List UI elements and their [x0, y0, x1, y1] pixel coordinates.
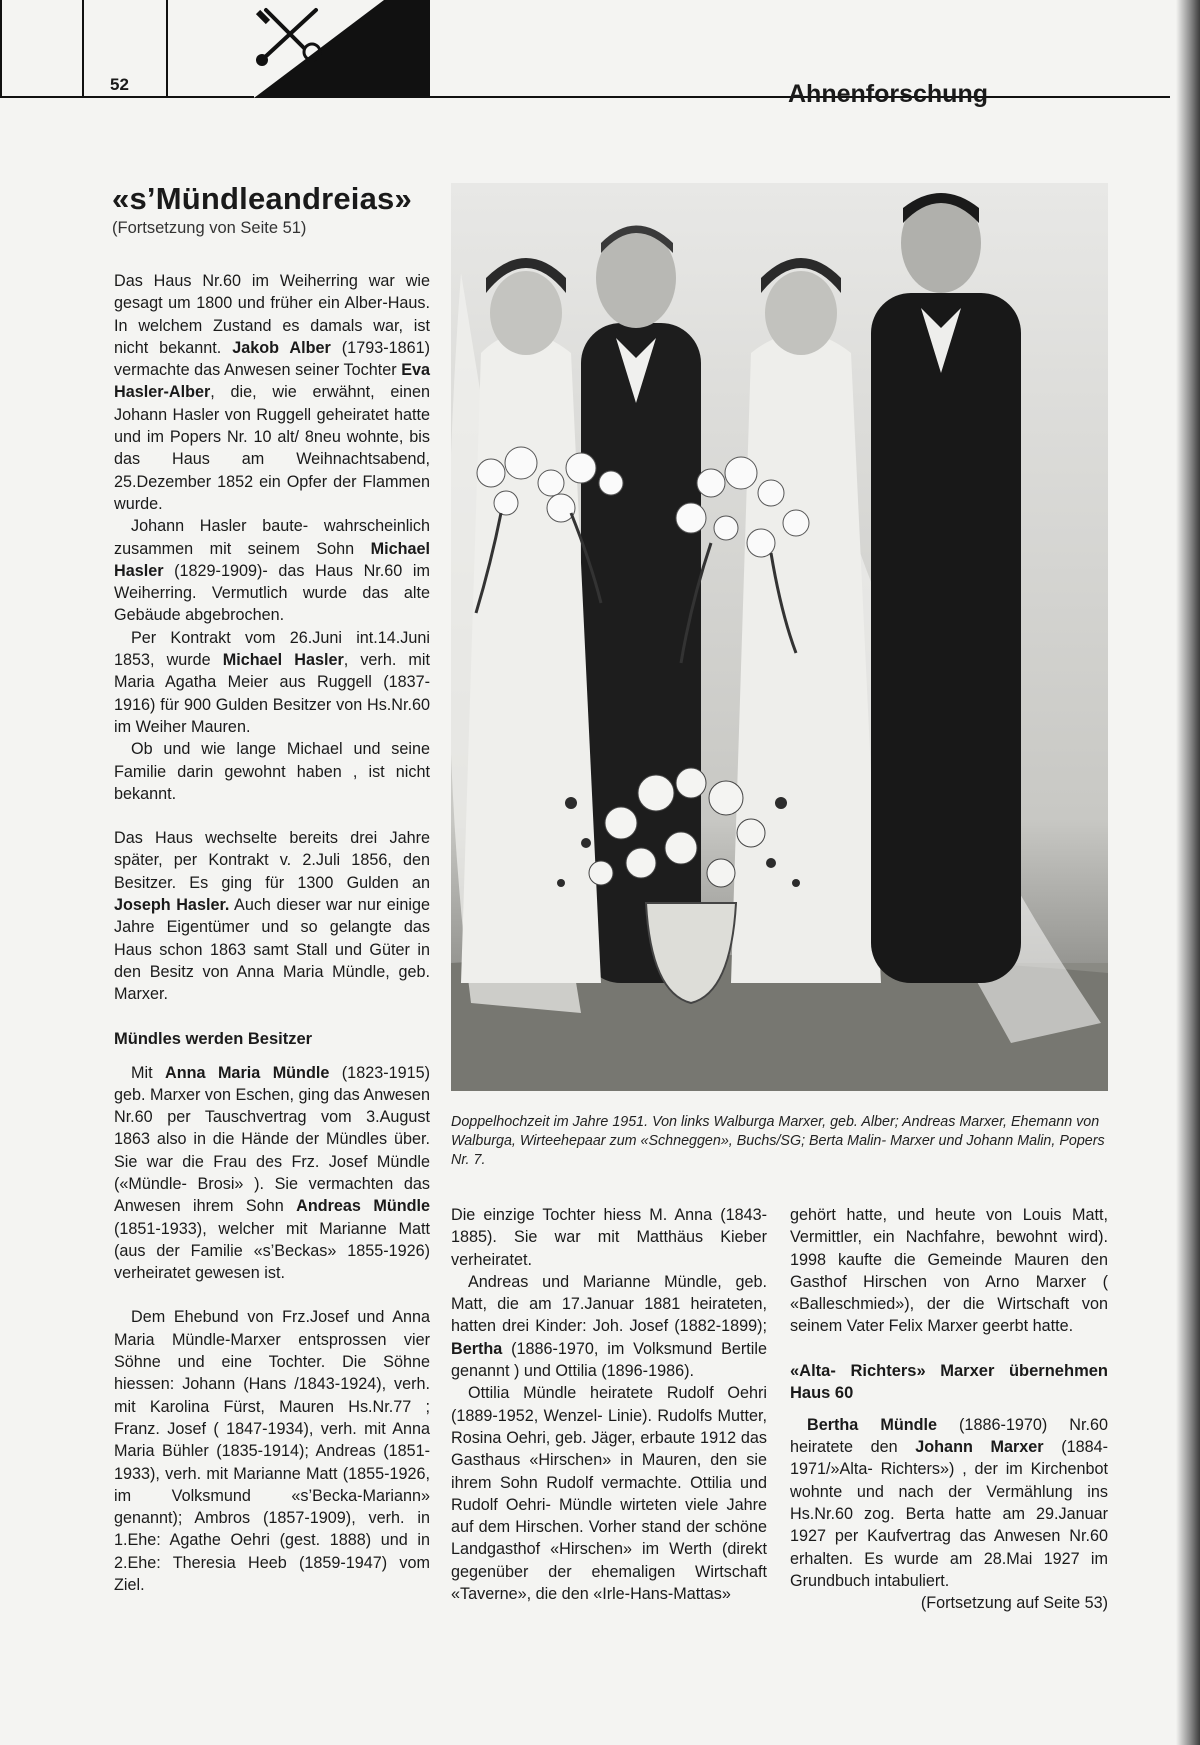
continued-to-note: (Fortsetzung auf Seite 53) — [920, 1594, 1108, 1613]
paragraph: Ob und wie lange Michael und seine Familie darin gewohnt haben , ist nicht bekannt. — [114, 740, 430, 803]
paragraph: Mit Anna Maria Mündle (1823-1915) geb. Marxer von Eschen, ging das Anwesen Nr.60 per Tauschvertrag vom 3.August 1863 also in die Hände der Mündles über. Sie war die Frau des Frz. Josef Mündle («Mündle- Brosi» ). Sie vermachten das Anwesen ihrem Sohn Andreas Mündle (1851-1933), welcher mit Marianne Matt (aus der Familie «s’Beckas» 1855-1926) verheiratet gewesen ist. — [114, 1063, 431, 1283]
paragraph: Das Haus Nr.60 im Weiherring war wie gesagt um 1800 und früher ein Alber-Haus. In welchem Zustand es damals war, ist nicht bekannt. Jakob Alber (1793-1861) vermachte das Anwesen seiner Tochter Eva Hasler-Alber, die, wie erwähnt, einen Johann Hasler von Ruggell geheiratet hatte und im Popers Nr. 10 alt/ 8neu wohnte, bis das Haus am Weihnachtsabend, 25.Dezember 1852 ein Opfer der Flammen wurde. — [114, 272, 430, 513]
paragraph: Bertha Mündle (1886-1970) Nr.60 heiratete den Johann Marxer (1884-1971/»Alta- Richters») , der im Kirchenbot wohnte und nach der Vermählung ins Hs.Nr.60 zog. Berta hatte am 29.Januar 1927 per Kaufvertrag das Anwesen Nr.60 erhalten. Es wurde am 28.Mai 1927 im Grundbuch intabuliert. — [790, 1415, 1109, 1590]
subheading: «Alta- Richters» Marxer übernehmen Haus 60 — [790, 1361, 1108, 1402]
paragraph: Das Haus wechselte bereits drei Jahre später, per Kontrakt v. 2.Juli 1856, den Besitzer. Es ging für 1300 Gulden an Joseph Hasler. Auch dieser war nur einige Jahre Eigentümer und so gelangte das Haus schon 1863 samt Stall und Güter in den Besitz von Anna Maria Mündle, geb. Marxer. — [114, 829, 430, 1004]
page-number: 52 — [110, 75, 129, 94]
subheading: Mündles werden Besitzer — [114, 1029, 313, 1048]
paragraph: Per Kontrakt vom 26.Juni int.14.Juni 1853, wurde Michael Hasler, verh. mit Maria Agatha Meier aus Ruggell (1837-1916) für 900 Gulden Besitzer von Hs.Nr.60 im Weiher Mauren. — [114, 628, 430, 736]
paragraph: Die einzige Tochter hiess M. Anna (1843-1885). Sie war mit Matthäus Kieber verheiratet. — [451, 1206, 767, 1269]
paragraph: Johann Hasler baute- wahrscheinlich zusammen mit seinem Sohn Michael Hasler (1829-1909)- das Haus Nr.60 im Weiherring. Vermutlich wurde das alte Gebäude abgebrochen. — [114, 517, 430, 625]
crossed-keys-emblem-icon — [254, 0, 430, 98]
text-column-middle — [451, 1204, 767, 1605]
header-box — [166, 0, 256, 98]
text-column-right — [790, 1204, 1108, 1614]
text-column-left — [114, 270, 430, 1596]
wedding-photo — [451, 183, 1108, 1091]
section-title: Ahnenforschung — [788, 80, 988, 108]
header-rule — [0, 96, 1170, 98]
paragraph: Ottilia Mündle heiratete Rudolf Oehri (1889-1952, Wenzel- Linie). Rudolfs Mutter, Rosina Oehri, geb. Jäger, erbaute 1912 das Gasthaus «Hirschen» in Mauren, den sie ihrem Sohn Rudolf vermachte. Ottilia und Rudolf Oehri- Mündle wirteten viele Jahre auf dem Hirschen. Vorher stand der schöne Landgasthof «Hirschen» im Werth (direkt gegenüber der ehemaligen Wirtschaft «Taverne», die den «Irle-Hans-Mattas» — [451, 1384, 767, 1604]
header-box — [0, 0, 84, 98]
page-edge-shadow — [1176, 0, 1200, 1745]
paragraph: gehört hatte, und heute von Louis Matt, Vermittler, ein Nachfahre, bewohnt wird). 1998 kaufte die Gemeinde Mauren den Gasthof Hirschen von Arno Marxer ( «Balleschmied»), der die Wirtschaft von seinem Vater Felix Marxer geerbt hatte. — [790, 1206, 1108, 1336]
double-wedding-photo-image — [451, 183, 1108, 1091]
paragraph: Dem Ehebund von Frz.Josef und Anna Maria Mündle-Marxer entsprossen vier Söhne und eine Tochter. Die Söhne hiessen: Johann (Hans /1843-1924), verh. mit Karolina Fürst, Mauren Hs.Nr.77 ; Franz. Josef ( 1847-1934), verh. mit Anna Maria Bühler (1835-1914); Andreas (1851-1933), verh. mit Marianne Matt (1855-1926, im Volksmund «s’Becka-Mariann» genannt); Ambros (1857-1909), verh. in 1.Ehe: Agathe Oehri (gest. 1888) und in 2.Ehe: Theresia Heeb (1859-1947) vom Ziel. — [114, 1308, 430, 1595]
photo-caption: Doppelhochzeit im Jahre 1951. Von links Walburga Marxer, geb. Alber; Andreas Marxer, Ehemann von Walburga, Wirteehepaar zum «Schneggen», Buchs/SG; Berta Malin- Marxer und Johann Malin, Popers Nr. 7. — [451, 1114, 1105, 1168]
article-title: «s’Mündleandreias» — [112, 181, 412, 216]
continued-from-note: (Fortsetzung von Seite 51) — [112, 219, 307, 237]
paragraph: Andreas und Marianne Mündle, geb. Matt, die am 17.Januar 1881 heirateten, hatten drei Kinder: Joh. Josef (1882-1899); Bertha (1886-1970, im Volksmund Bertile genannt ) und Ottilia (1896-1986). — [451, 1272, 767, 1381]
page-header — [0, 0, 1170, 108]
